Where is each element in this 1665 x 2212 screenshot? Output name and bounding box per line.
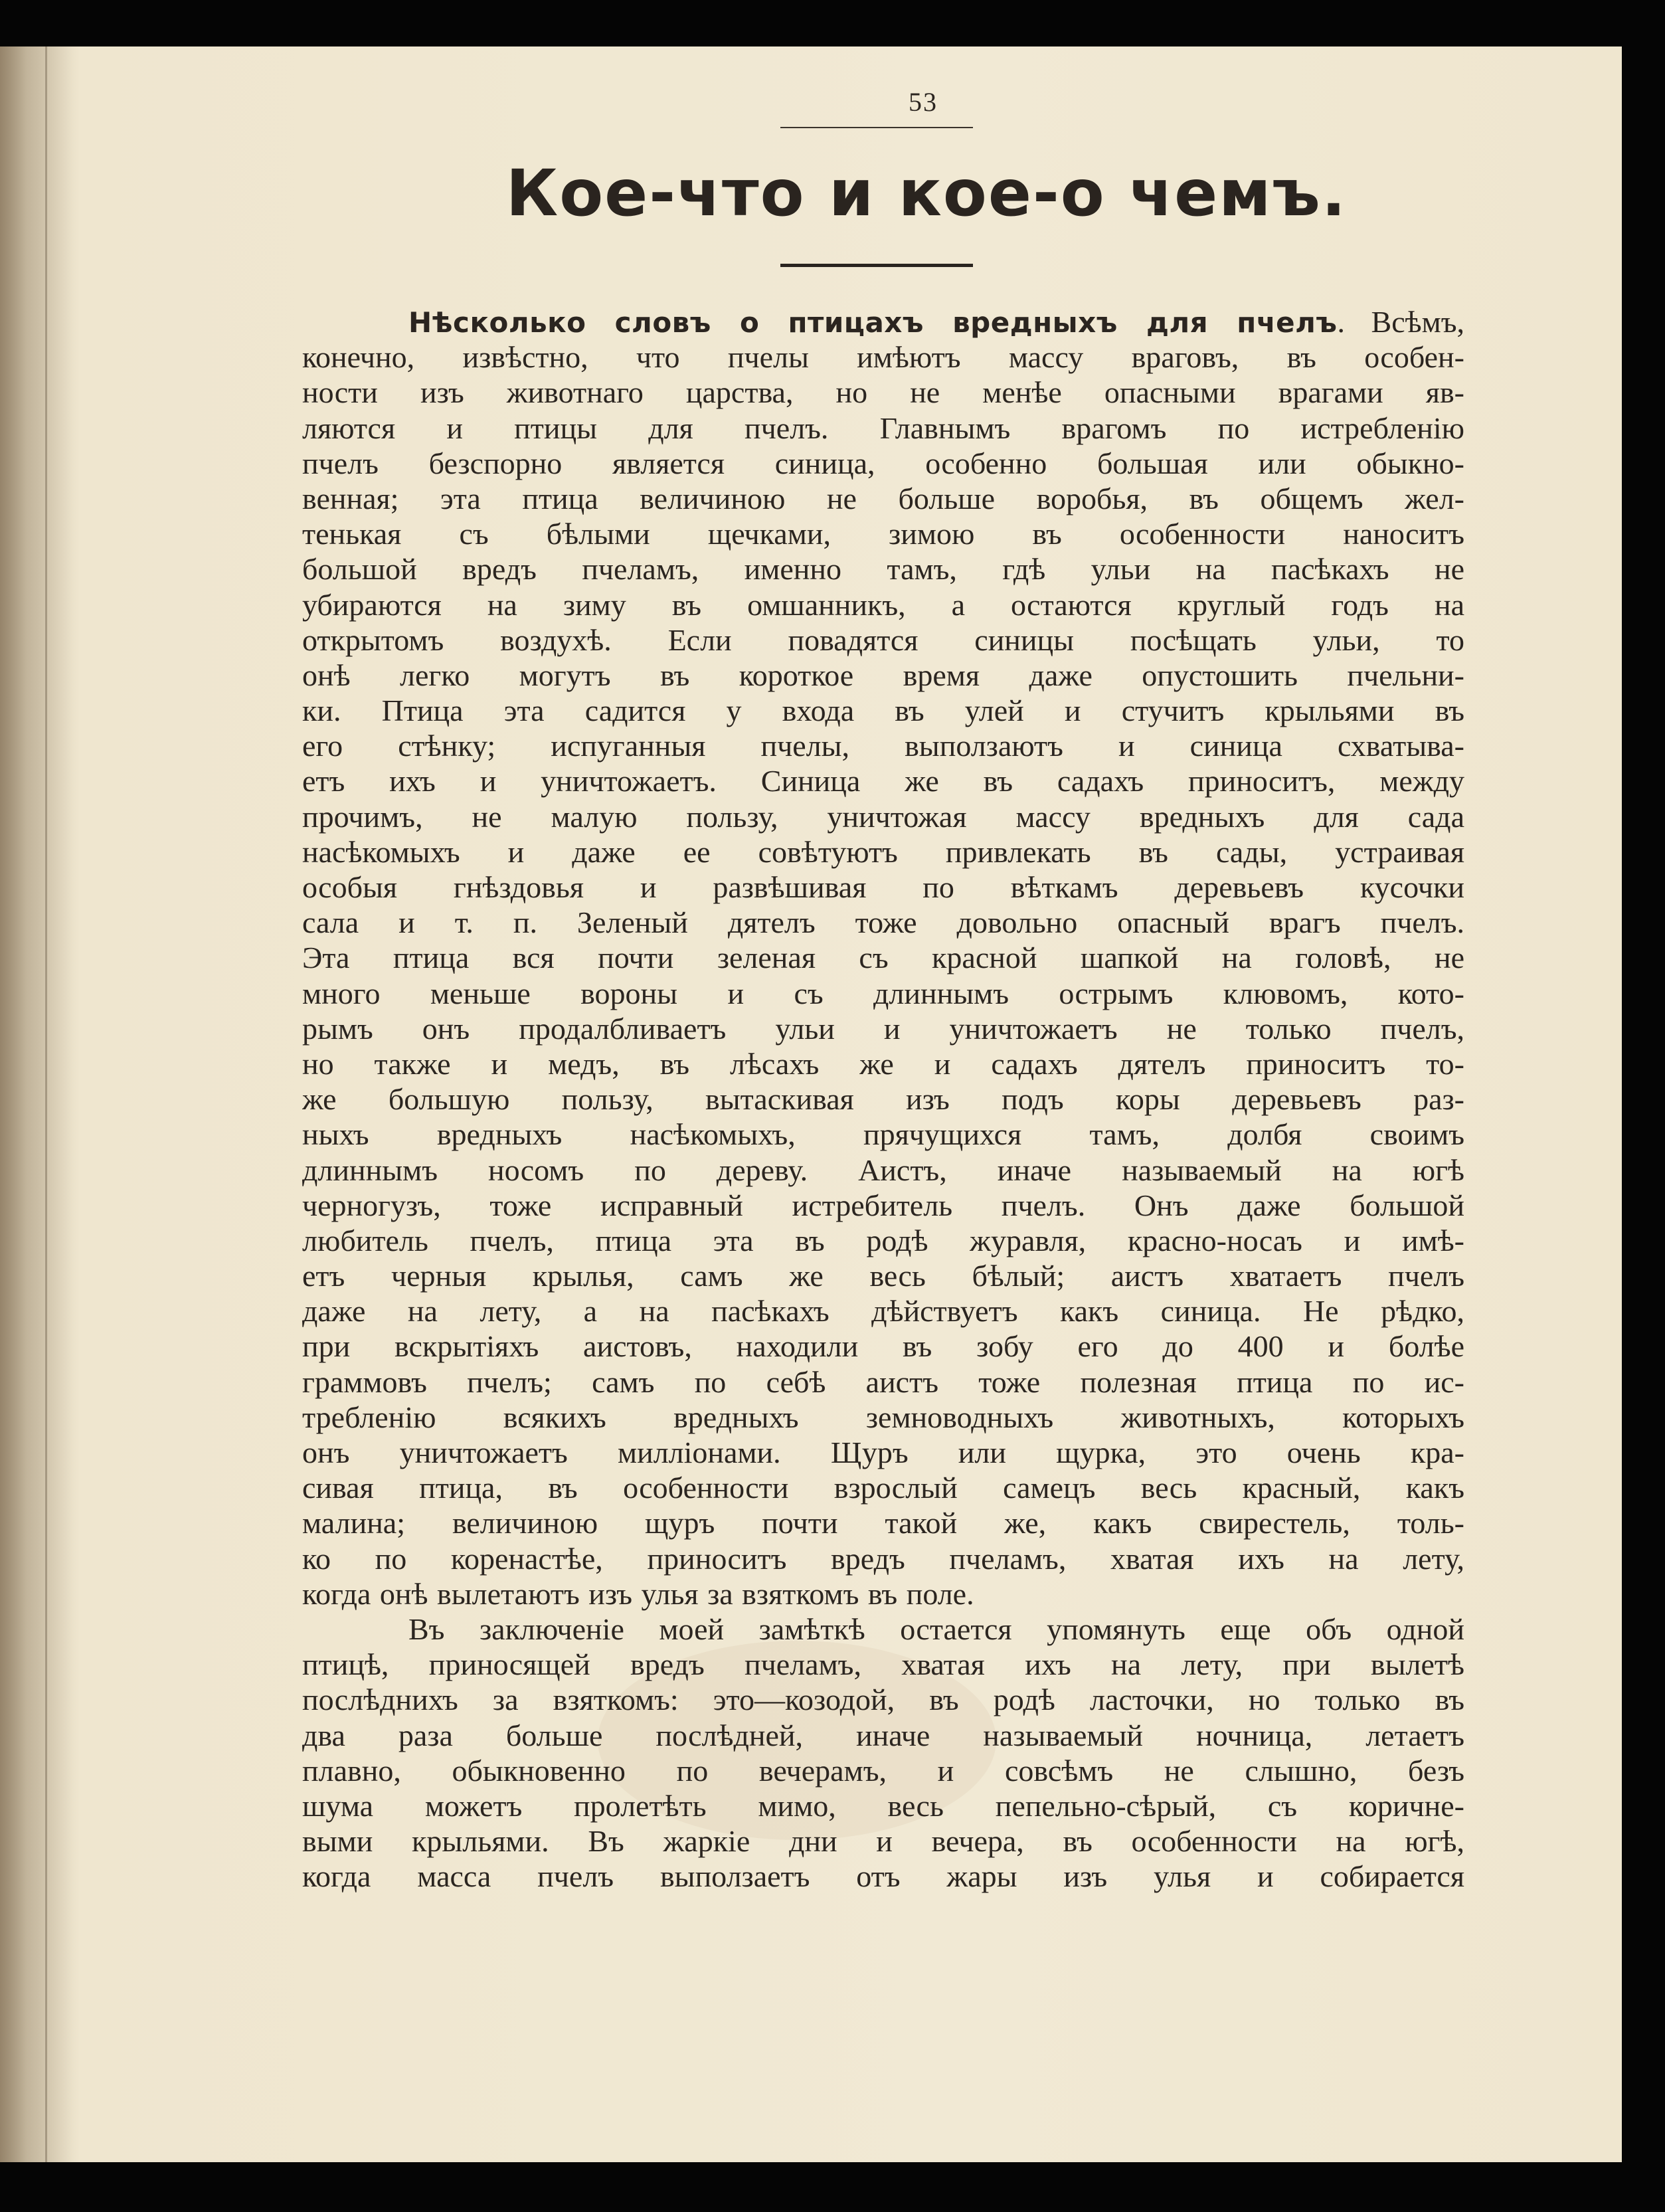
page-number: 53 xyxy=(909,87,938,117)
paper-sheet xyxy=(0,46,1622,2162)
text-line: онѣ легко могутъ въ короткое время даже опустошить пчельни- xyxy=(302,658,1464,692)
text-line: прочимъ, не малую пользу, уничтожая массу вредныхъ для сада xyxy=(302,799,1464,834)
text-line: конечно, извѣстно, что пчелы имѣютъ массу враговъ, въ особен- xyxy=(302,340,1464,375)
text-line: убираются на зиму въ омшанникъ, а остаются круглый годъ на xyxy=(302,587,1464,622)
text-line: большой вредъ пчеламъ, именно тамъ, гдѣ ульи на пасѣкахъ не xyxy=(302,552,1464,587)
paragraph-1 xyxy=(302,339,1464,1612)
text-line: етъ черныя крылья, самъ же весь бѣлый; аистъ хватаетъ пчелъ xyxy=(302,1259,1464,1293)
text-line: Въ заключеніе моей замѣткѣ остается упомянуть еще объ одной xyxy=(408,1612,1464,1646)
text-line: птицѣ, приносящей вредъ пчеламъ, хватая ихъ на лету, при вылетѣ xyxy=(302,1647,1464,1682)
text-line: но также и медъ, въ лѣсахъ же и садахъ дятелъ приноситъ то- xyxy=(302,1046,1464,1081)
text-line: етъ ихъ и уничтожаетъ. Синица же въ садахъ приноситъ, между xyxy=(302,764,1464,798)
text-line: когда онѣ вылетаютъ изъ улья за взяткомъ въ поле. xyxy=(302,1576,974,1611)
text-line: ныхъ вредныхъ насѣкомыхъ, прячущихся тамъ, долбя своимъ xyxy=(302,1117,1464,1152)
text-line: сивая птица, въ особенности взрослый самецъ весь красный, какъ xyxy=(302,1471,1464,1505)
text-line: выми крыльями. Въ жаркіе дни и вечера, въ особенности на югѣ, xyxy=(302,1824,1464,1859)
page-number-underline xyxy=(780,127,973,128)
title-divider xyxy=(780,264,973,267)
text-line: особыя гнѣздовья и развѣшивая по вѣткамъ деревьевъ кусочки xyxy=(302,870,1464,904)
text-line: ко по коренастѣе, приноситъ вредъ пчеламъ, хватая ихъ на лету, xyxy=(302,1541,1464,1576)
text-line: требленію всякихъ вредныхъ земноводныхъ животныхъ, которыхъ xyxy=(302,1400,1464,1434)
text-line: онъ уничтожаетъ милліонами. Щуръ или щурка, это очень кра- xyxy=(302,1435,1464,1469)
text-line: два раза больше послѣдней, иначе называемый ночница, летаетъ xyxy=(302,1718,1464,1752)
text-line: ки. Птица эта садится у входа въ улей и стучитъ крыльями въ xyxy=(302,693,1464,728)
text-line: даже на лету, а на пасѣкахъ дѣйствуетъ какъ синица. Не рѣдко, xyxy=(302,1294,1464,1329)
text-line: ности изъ животнаго царства, но не менѣе опасными врагами яв- xyxy=(302,375,1464,410)
text-line: рымъ онъ продалбливаетъ ульи и уничтожаетъ не только пчелъ, xyxy=(302,1011,1464,1046)
text-line: послѣднихъ за взяткомъ: это—козодой, въ родѣ ласточки, но только въ xyxy=(302,1683,1464,1717)
text-line: венная; эта птица величиною не больше воробья, въ общемъ жел- xyxy=(302,481,1464,515)
text-line: сала и т. п. Зеленый дятелъ тоже довольно опасный врагъ пчелъ. xyxy=(302,905,1464,940)
lead-line xyxy=(302,304,1464,339)
text-line: Эта птица вся почти зеленая съ красной шапкой на головѣ, не xyxy=(302,941,1464,975)
text-line: ляются и птицы для пчелъ. Главнымъ врагомъ по истребленію xyxy=(302,411,1464,445)
text-line: же большую пользу, вытаскивая изъ подъ коры деревьевъ раз- xyxy=(302,1082,1464,1117)
text-line: черногузъ, тоже исправный истребитель пчелъ. Онъ даже большой xyxy=(302,1188,1464,1222)
text-line: его стѣнку; испуганныя пчелы, выползаютъ и синица схватыва- xyxy=(302,729,1464,763)
book-gutter-shadow xyxy=(0,46,80,2162)
book-spine-edge xyxy=(45,46,47,2162)
page-content xyxy=(302,86,1464,1894)
text-line: граммовъ пчелъ; самъ по себѣ аистъ тоже полезная птица по ис- xyxy=(302,1364,1464,1399)
article-title: Кое-что и кое-о чемъ. xyxy=(505,156,1348,230)
text-line: малина; величиною щуръ почти такой же, какъ свирестель, толь- xyxy=(302,1506,1464,1540)
text-line: когда масса пчелъ выползаетъ отъ жары изъ улья и собирается xyxy=(302,1859,1464,1894)
article-body xyxy=(302,304,1464,1894)
paragraph-2 xyxy=(302,1612,1464,1894)
text-line: любитель пчелъ, птица эта въ родѣ журавля, красно-носаъ и имѣ- xyxy=(302,1223,1464,1257)
text-line: шума можетъ пролетѣть мимо, весь пепельно-сѣрый, съ коричне- xyxy=(302,1788,1464,1823)
text-line: насѣкомыхъ и даже ее совѣтуютъ привлекать въ сады, устраивая xyxy=(302,834,1464,869)
text-line: много меньше вороны и съ длиннымъ острымъ клювомъ, кото- xyxy=(302,976,1464,1010)
text-line: тенькая съ бѣлыми щечками, зимою въ особенности наноситъ xyxy=(302,517,1464,551)
text-line: пчелъ безспорно является синица, особенно большая или обыкно- xyxy=(302,446,1464,480)
text-line: открытомъ воздухѣ. Если повадятся синицы посѣщать ульи, то xyxy=(302,622,1464,657)
lead-heading: Нѣсколько словъ о птицахъ вредныхъ для пчелъ xyxy=(408,306,1338,339)
text-line: при вскрытіяхъ аистовъ, находили въ зобу его до 400 и болѣе xyxy=(302,1329,1464,1364)
lead-continuation: . Всѣмъ, xyxy=(1337,305,1464,339)
text-line: длиннымъ носомъ по дереву. Аистъ, иначе называемый на югѣ xyxy=(302,1152,1464,1187)
text-line: плавно, обыкновенно по вечерамъ, и совсѣмъ не слышно, безъ xyxy=(302,1753,1464,1788)
